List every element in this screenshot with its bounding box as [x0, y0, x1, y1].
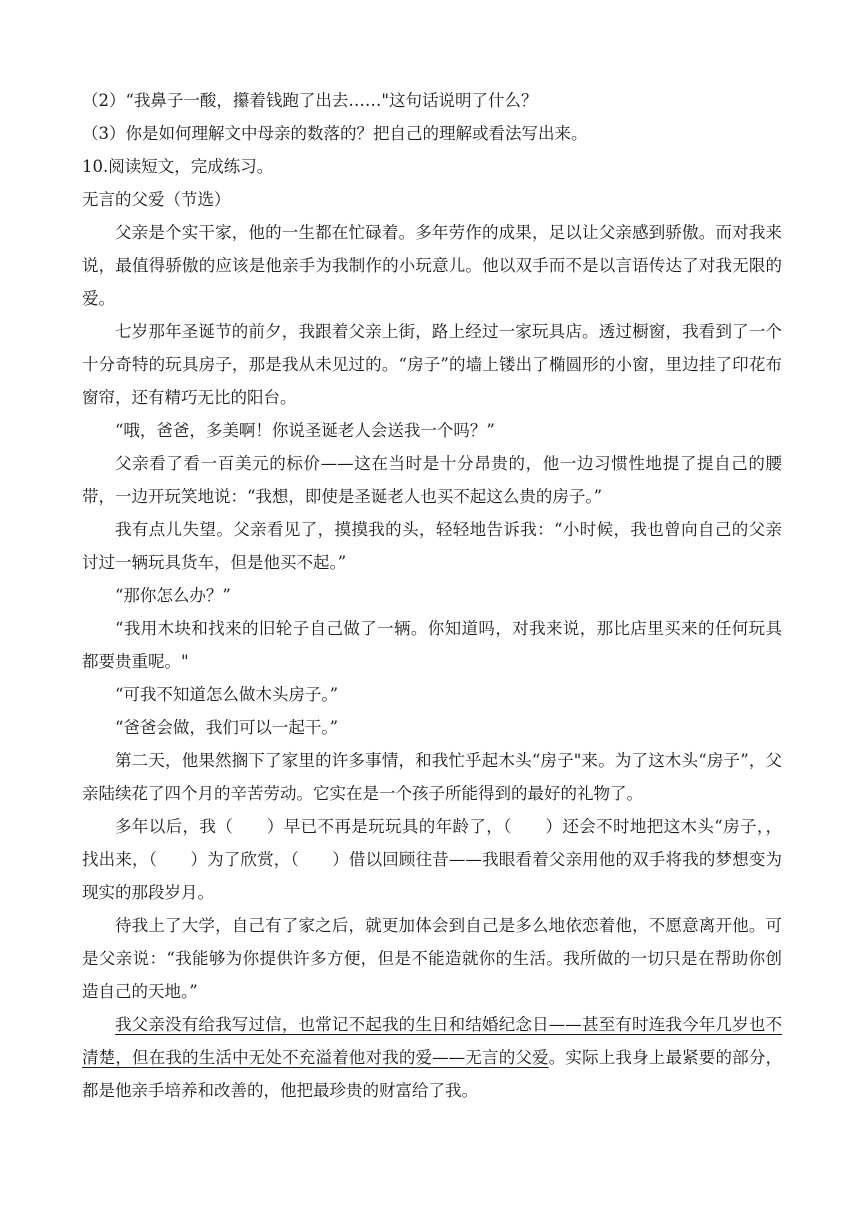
- article-paragraph: “那你怎么办？”: [115, 586, 231, 605]
- article-paragraph: 第二天，他果然搁下了家里的许多事情，和我忙乎起木头“房子"来。为了这木头“房子”，父亲陆续花了四个月的辛苦劳动。它实在是一个孩子所能得到的最好的礼物了。: [82, 751, 782, 803]
- article-paragraph: “哦，爸爸，多美啊！你说圣诞老人会送我一个吗？”: [115, 421, 495, 440]
- article-paragraph: 我有点儿失望。父亲看见了，摸摸我的头，轻轻地告诉我：“小时候，我也曾向自己的父亲讨过一辆玩具货车，但是他买不起。”: [82, 520, 782, 572]
- article-title: 无言的父爱（节选）: [82, 190, 231, 209]
- last-paragraph-rest: 。实际上我身上最紧要的部分，都是他亲手培养和改善的，他把最珍贵的财富给了我。: [82, 1048, 783, 1100]
- underlined-sentence: 我父亲没有给我写过信，也常记不起我的生日和结婚纪念日——甚至有时连我今年几岁也不清楚，但在我的生活中无处不充溢着他对我的爱——无言的父爱: [82, 1015, 782, 1067]
- document-page: [82, 84, 782, 1107]
- article-paragraph: 父亲是个实干家，他的一生都在忙碌着。多年劳作的成果，足以让父亲感到骄傲。而对我来说，最值得骄傲的应该是他亲手为我制作的小玩意儿。他以双手而不是以言语传达了对我无限的爱。: [82, 223, 782, 308]
- question-10: 10.阅读短文，完成练习。: [82, 157, 274, 176]
- article-paragraph: 父亲看了看一百美元的标价——这在当时是十分昂贵的，他一边习惯性地提了提自己的腰带，一边开玩笑地说：“我想，即使是圣诞老人也买不起这么贵的房子。”: [82, 454, 782, 506]
- article-last-paragraph: [82, 1008, 782, 1107]
- question-3: （3）你是如何理解文中母亲的数落的？把自己的理解或看法写出来。: [82, 124, 588, 143]
- article-paragraph: 待我上了大学，自己有了家之后，就更加体会到自己是多么地依恋着他，不愿意离开他。可是父亲说：“我能够为你提供许多方便，但是不能造就你的生活。我所做的一切只是在帮助你创造自己的天地。”: [82, 916, 782, 1001]
- article-paragraph: 多年以后，我（ ）早已不再是玩玩具的年龄了，（ ）还会不时地把这木头“房子，，找出来，（ ）为了欣赏，（ ）借以回顾往昔——我眼看着父亲用他的双手将我的梦想变为现实的那段岁月。: [82, 817, 782, 902]
- article-paragraph: “我用木块和找来的旧轮子自己做了一辆。你知道吗，对我来说，那比店里买来的任何玩具都要贵重呢。": [82, 619, 782, 671]
- question-2: （2）“我鼻子一酸，攥着钱跑了出去……"这句话说明了什么？: [82, 91, 538, 110]
- article-paragraph: “爸爸会做，我们可以一起干。”: [115, 718, 339, 737]
- article-paragraph: “可我不知道怎么做木头房子。”: [115, 685, 339, 704]
- article-paragraph: 七岁那年圣诞节的前夕，我跟着父亲上街，路上经过一家玩具店。透过橱窗，我看到了一个十分奇特的玩具房子，那是我从未见过的。“房子”的墙上镂出了椭圆形的小窗，里边挂了印花布窗帘，还有精巧无比的阳台。: [82, 322, 782, 407]
